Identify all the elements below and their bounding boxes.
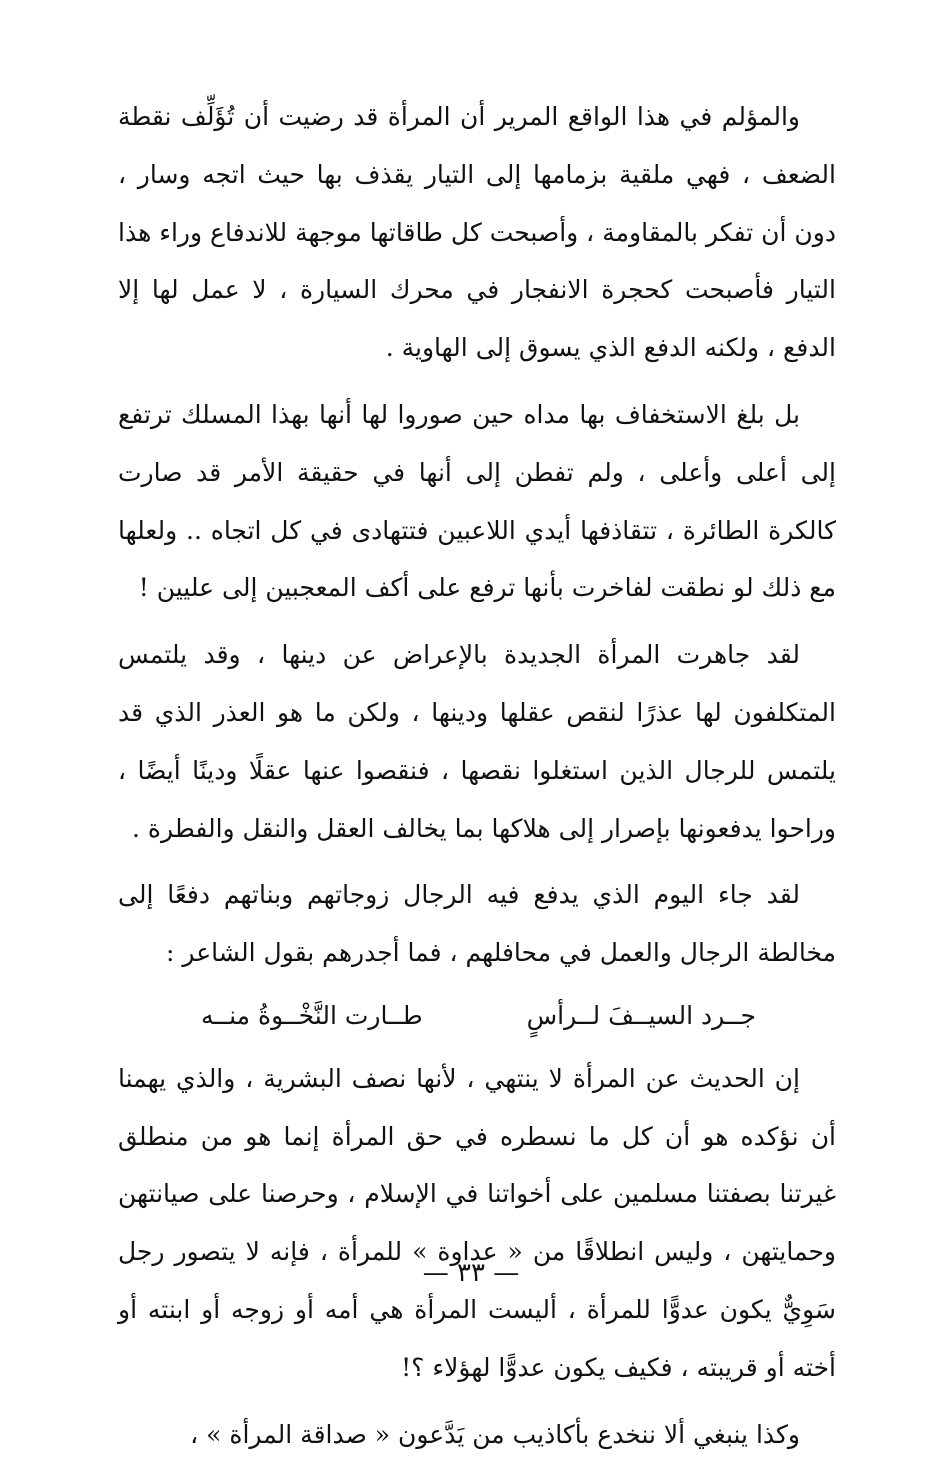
paragraph-2: بل بلغ الاستخفاف بها مداه حين صوروا لها أنها بهذا المسلك ترتفع إلى أعلى وأعلى ، ولم تفطن إلى أنها في حقيقة الأمر قد صارت كالكرة الطائرة ، تتقاذفها أيدي اللاعبين فتتهادى في كل اتجاه .. ولعلها مع ذلك لو نطقت لفاخرت بأنها ترفع على أكف المعجبين إلى عليين !: [118, 399, 836, 603]
paragraph-5: إن الحديث عن المرأة لا ينتهي ، لأنها نصف البشرية ، والذي يهمنا أن نؤكده هو أن كل ما نسطره في حق المرأة إنما هو من منطلق غيرتنا بصفتنا مسلمين على أخواتنا في الإسلام ، وحرصنا على صيانتهن وحمايتهن ، وليس انطلاقًا من « عداوة » للمرأة ، فإنه لا يتصور رجل سَوِيٌّ يكون عدوًّا للمرأة ، أليست المرأة هي أمه أو زوجه أو ابنته أو أخته أو قريبته ، فكيف يكون عدوًّا لهؤلاء ؟!: [118, 1063, 836, 1382]
paragraph-1: والمؤلم في هذا الواقع المرير أن المرأة قد رضيت أن تُؤَلِّف نقطة الضعف ، فهي ملقية بزمامها إلى التيار يقذف بها حيث اتجه وسار ، دون أن تفكر بالمقاومة ، وأصبحت كل طاقاتها موجهة للاندفاع وراء هذا التيار فأصبحت كحجرة الانفجار في محرك السيارة ، لا عمل لها إلا الدفع ، ولكنه الدفع الذي يسوق إلى الهاوية .: [118, 102, 836, 363]
page-body: [118, 88, 836, 1463]
page-number: — ٣٣ —: [422, 1258, 520, 1288]
verse-first-hemistich: جــرد السيــفَ لــرأسٍ: [526, 1000, 756, 1030]
poem-verse: [118, 987, 836, 1045]
paragraph-4: لقد جاء اليوم الذي يدفع فيه الرجال زوجاتهم وبناتهم دفعًا إلى مخالطة الرجال والعمل في محافلهم ، فما أجدرهم بقول الشاعر :: [118, 880, 836, 968]
verse-second-hemistich: طــارت النَّخْــوةُ منــه: [201, 1000, 423, 1030]
paragraph-6: وكذا ينبغي ألا ننخدع بأكاذيب من يَدَّعون « صداقة المرأة » ،: [190, 1419, 800, 1449]
paragraph-3: لقد جاهرت المرأة الجديدة بالإعراض عن دينها ، وقد يلتمس المتكلفون لها عذرًا لنقص عقلها ودينها ، ولكن ما هو العذر الذي قد يلتمس للرجال الذين استغلوا نقصها ، فنقصوا عنها عقلًا ودينًا أيضًا ، وراحوا يدفعونها بإصرار إلى هلاكها بما يخالف العقل والنقل والفطرة .: [118, 640, 836, 843]
